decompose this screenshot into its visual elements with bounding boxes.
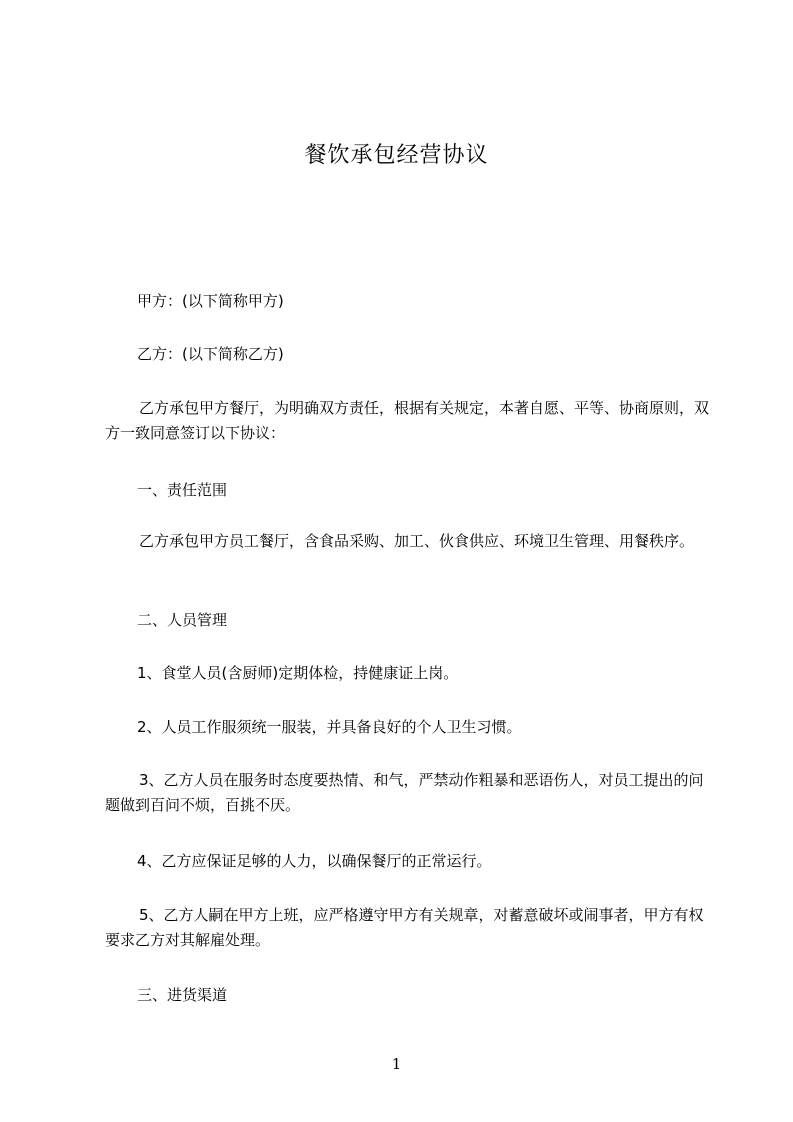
- personnel-item-4: 4、乙方应保证足够的人力，以确保餐厅的正常运行。: [137, 852, 492, 870]
- party-b-line: 乙方：(以下简称乙方): [137, 345, 284, 363]
- scope-paragraph: 乙方承包甲方员工餐厅，含食品采购、加工、伙食供应、环境卫生管理、用餐秩序。: [139, 532, 695, 550]
- section-heading-scope: 一、责任范围: [137, 481, 228, 499]
- personnel-item-1: 1、食堂人员(含厨师)定期体检，持健康证上岗。: [137, 664, 459, 682]
- personnel-item-5: 5、乙方人嗣在甲方上班，应严格遵守甲方有关规章，对蓄意破坏或闹事者，甲方有权要求乙方对其解雇处理。: [105, 906, 704, 949]
- section-heading-procurement: 三、进货渠道: [137, 986, 228, 1004]
- document-title: 餐饮承包经营协议: [304, 143, 489, 168]
- personnel-item-3: 3、乙方人员在服务时态度要热情、和气，严禁动作粗暴和恶语伤人，对员工提出的问题做到百问不烦，百挑不厌。: [105, 771, 704, 814]
- party-a-line: 甲方：(以下简称甲方): [137, 292, 284, 310]
- page-number: 1: [391, 1055, 402, 1073]
- section-heading-personnel: 二、人员管理: [137, 611, 228, 629]
- personnel-item-2: 2、人员工作服须统一服装，并具备良好的个人卫生习惯。: [137, 718, 522, 736]
- preamble-paragraph: 乙方承包甲方餐厅，为明确双方责任，根据有关规定，本著自愿、平等、协商原则，双方一致同意签订以下协议：: [105, 399, 710, 442]
